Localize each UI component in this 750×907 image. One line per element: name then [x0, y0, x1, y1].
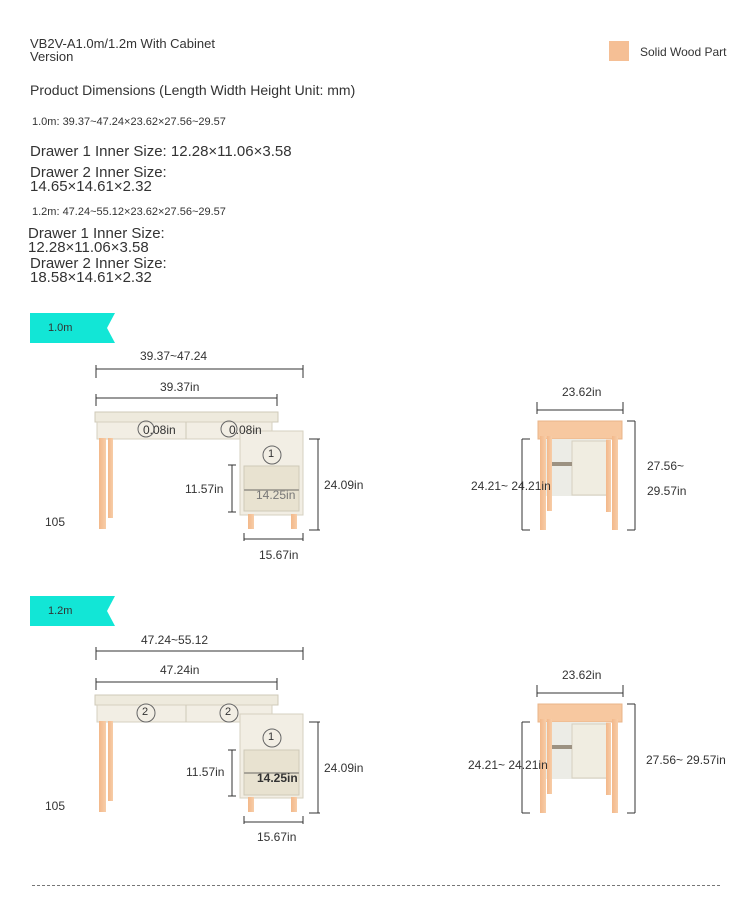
- spec-12m-drawer2-value: 18.58×14.61×2.32: [30, 269, 152, 286]
- s1-cabinet-height: 24.09in: [324, 478, 364, 492]
- s1-drawer-left: 0.08in: [143, 423, 176, 437]
- s2-cabinet-width: 15.67in: [257, 830, 297, 844]
- s1-cabinet-width: 15.67in: [259, 548, 299, 562]
- front-view-12m: [96, 647, 303, 690]
- s2-side-height: 27.56~ 29.57in: [646, 753, 726, 767]
- legend-label: Solid Wood Part: [640, 45, 727, 59]
- s2-side-depth: 23.62in: [562, 668, 602, 682]
- section-tag-1m-label: 1.0m: [48, 322, 73, 334]
- s1-badge: 1: [268, 448, 275, 460]
- spec-12m-drawer1-label: Drawer 1 Inner Size:: [28, 225, 165, 242]
- product-title: VB2V-A1.0m/1.2m With Cabinet Version: [30, 36, 215, 64]
- desk-body-12m: [95, 695, 303, 812]
- s2-inner-height: 11.57in: [186, 765, 225, 779]
- s1-inner-width: 14.25in: [256, 488, 296, 502]
- s1-side-height-1: 27.56~: [647, 459, 685, 473]
- spec-12m-line: 1.2m: 47.24~55.12×23.62×27.56~29.57: [32, 206, 226, 218]
- s2-total-length: 47.24~55.12: [141, 633, 209, 647]
- spec-1m-drawer2-value: 14.65×14.61×2.32: [30, 178, 152, 195]
- spec-1m-drawer2-label: Drawer 2 Inner Size:: [30, 164, 167, 181]
- desk-body-1m: [95, 412, 303, 529]
- s2-badge-cabinet: 1: [268, 731, 275, 743]
- s2-side-label: 105: [45, 799, 66, 813]
- spec-12m-drawer2-label: Drawer 2 Inner Size:: [30, 255, 167, 272]
- s1-side-height-2: 29.57in: [647, 484, 687, 498]
- s1-inner-height: 11.57in: [185, 482, 224, 496]
- s1-total-length: 39.37~47.24: [140, 349, 208, 363]
- s2-badge-right: 2: [225, 706, 232, 718]
- front-view-1m: [96, 365, 303, 406]
- dimensions-heading: Product Dimensions (Length Width Height Unit: mm): [30, 82, 356, 98]
- s1-side-depth: 23.62in: [562, 385, 602, 399]
- spec-1m-line: 1.0m: 39.37~47.24×23.62×27.56~29.57: [32, 116, 226, 128]
- s2-badge-left: 2: [142, 706, 149, 718]
- spec-1m-drawer1: Drawer 1 Inner Size: 12.28×11.06×3.58: [30, 143, 292, 160]
- s1-side-label: 105: [45, 515, 66, 529]
- s2-inner-width: 14.25in: [257, 771, 298, 785]
- s2-side-leg-height: 24.21~ 24.21in: [468, 758, 548, 772]
- spec-12m-drawer1-value: 12.28×11.06×3.58: [28, 239, 149, 256]
- s1-drawer-right: 0.08in: [229, 423, 262, 437]
- footer-divider: [32, 885, 720, 886]
- section-tag-12m-label: 1.2m: [48, 605, 73, 617]
- s1-top-length: 39.37in: [160, 380, 200, 394]
- s2-cabinet-height: 24.09in: [324, 761, 364, 775]
- s2-top-length: 47.24in: [160, 663, 200, 677]
- s1-side-leg-height: 24.21~ 24.21in: [471, 479, 551, 493]
- side-body-1m: [538, 421, 622, 530]
- side-body-12m: [538, 704, 622, 813]
